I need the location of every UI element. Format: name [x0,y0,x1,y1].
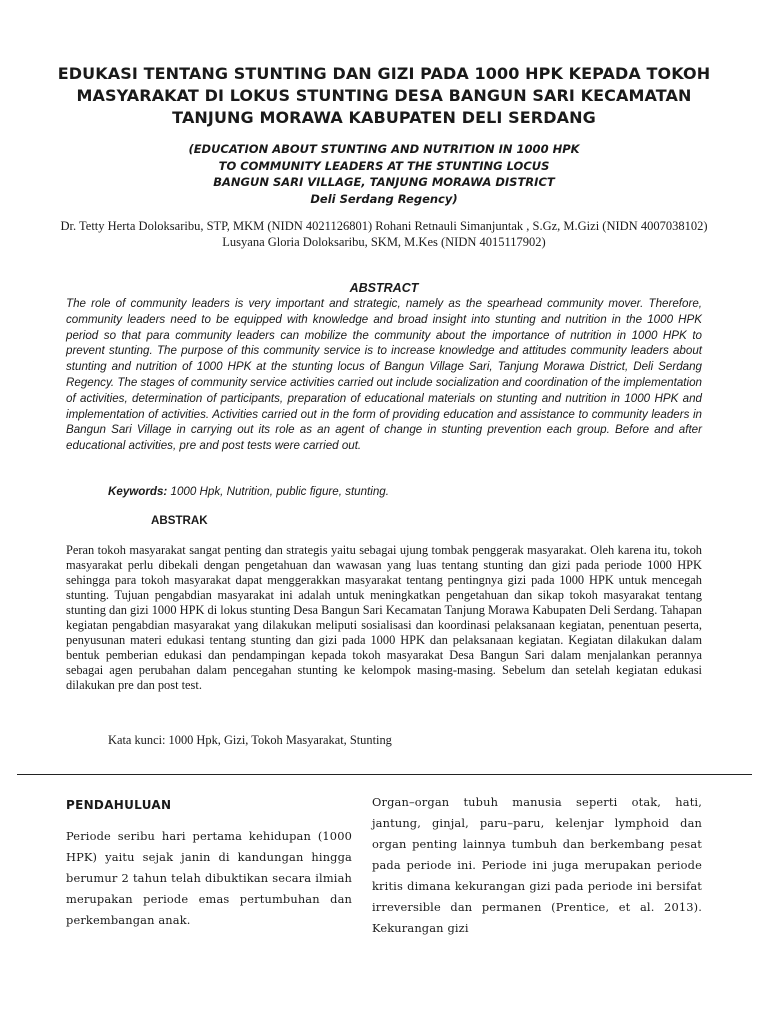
subtitle-line: BANGUN SARI VILLAGE, TANJUNG MORAWA DISTRICT [213,175,555,189]
keywords-label: Keywords: [108,485,168,498]
abstrak-keywords: Kata kunci: 1000 Hpk, Gizi, Tokoh Masyarakat, Stunting [108,733,392,747]
intro-right-text: Organ–organ tubuh manusia seperti otak, hati, jantung, ginjal, paru–paru, kelenjar lymphoid dan organ penting lainnya tumbuh dan berkembang pesat pada periode ini. Periode ini juga merupakan periode kritis dimana kekurangan gizi pada periode ini bersifat irreversible dan permanen (Prentice, et al. 2013). Kekurangan gizi [372,795,702,935]
left-column [66,796,352,931]
abstrak-body: Peran tokoh masyarakat sangat penting dan strategis yaitu sebagai ujung tombak penggerak masyarakat. Oleh karena itu, tokoh masyarakat perlu dibekali dengan pengetahuan dan wawasan yang luas tentang stunting dan gizi pada periode 1000 HPK sehingga para tokoh masyarakat dapat menggerakkan masyarakat tentang pentingnya gizi pada 1000 HPK untuk mencegah stunting. Tujuan pengabdian masyarakat ini adalah untuk meningkatkan pengetahuan dan sikap tokoh masyarakat tentang stunting dan gizi 1000 HPK di lokus stunting Desa Bangun Sari Kecamatan Tanjung Morawa Kabupaten Deli Serdang. Tahapan kegiatan pengabdian masyarakat yang dilakukan meliputi sosialisasi dan koordinasi pelaksanaan kegiatan, penentuan peserta, penyusunan materi edukasi tentang stunting dan gizi pada 1000 HPK dan pelaksanaan kegiatan. Kegiatan dilakukan dalam bentuk pemberian edukasi dan pendampingan kepada tokoh masyarakat Desa Bangun Sari dalam menjalankan perannya sebagai agen perubahan dalam pencegahan stunting ke kelompok masing-masing. Sebelum dan setelah kegiatan edukasi dilakukan pre dan post test. [66,543,702,692]
author-list: Dr. Tetty Herta Doloksaribu, STP, MKM (NIDN 4021126801) Rohani Retnauli Simanjuntak , S.Gz, M.Gizi (NIDN 4007038102) Lusyana Gloria Doloksaribu, SKM, M.Kes (NIDN 4015117902) [60,219,708,249]
paper-title: EDUKASI TENTANG STUNTING DAN GIZI PADA 1000 HPK KEPADA TOKOH MASYARAKAT DI LOKUS STUNTING DESA BANGUN SARI KECAMATAN TANJUNG MORAWA KABUPATEN DELI SERDANG [57,64,711,127]
subtitle-line: (EDUCATION ABOUT STUNTING AND NUTRITION IN 1000 HPK [188,142,580,156]
subtitle-line: TO COMMUNITY LEADERS AT THE STUNTING LOCUS [218,158,550,173]
subtitle-line: Deli Serdang Regency) [310,191,458,206]
right-column [372,792,702,939]
intro-heading: PENDAHULUAN [66,798,172,812]
abstract-keywords [108,484,702,500]
keywords-text: 1000 Hpk, Nutrition, public figure, stunting. [167,485,389,498]
intro-left-text: Periode seribu hari pertama kehidupan (1000 HPK) yaitu sejak janin di kandungan hingga berumur 2 tahun telah dibuktikan secara ilmiah merupakan periode emas pertumbuhan dan perkembangan anak. [66,829,352,927]
abstrak-heading: ABSTRAK [151,514,208,527]
abstract-body: The role of community leaders is very important and strategic, namely as the spearhead community mover. Therefore, community leaders need to be equipped with knowledge and broad insight into stunting and nutrition in the 1000 HPK period so that para community leaders can mobilize the community about the importance of nutrition in 1000 HPK to prevent stunting. The purpose of this community service is to increase knowledge and attitudes community leaders about stunting and nutrition of 1000 HPK at the stunting locus of Bangun Village Sari, Tanjung Morawa District, Deli Serdang Regency. The stages of community service activities carried out include socialization and coordination of the implementation of activities, determination of participants, preparation of educational materials on stunting and nutrition in 1000 HPK and implementation of activities. Activities carried out in the form of providing education and assistance to community leaders in Bangun Sari Village in carrying out its role as an agent of change in stunting prevention each group. Before and after educational activities, pre and post tests were carried out. [66,297,702,453]
english-subtitle [80,141,688,207]
abstract-heading: ABSTRACT [349,281,419,295]
section-divider [17,774,752,775]
